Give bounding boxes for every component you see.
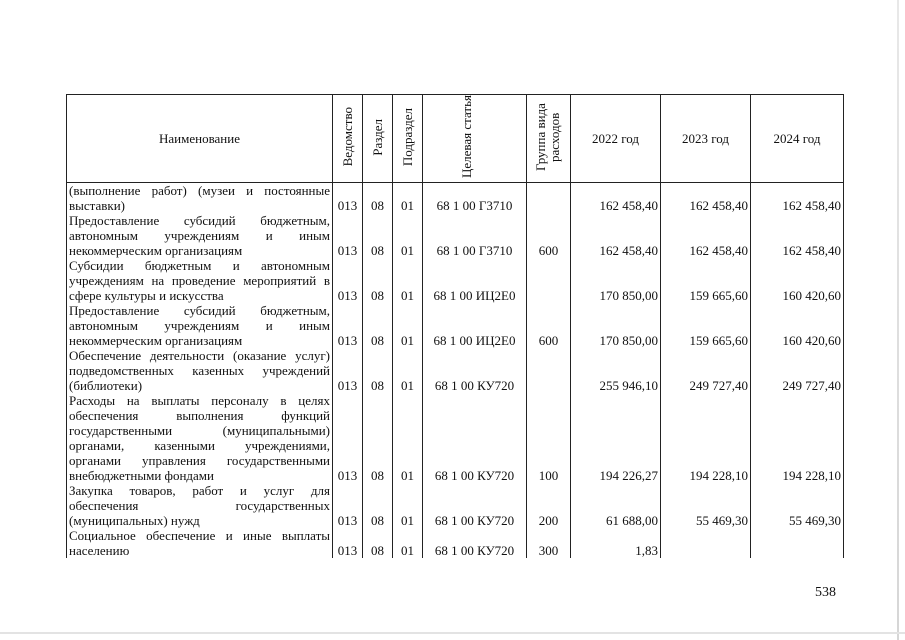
row-section: 08 bbox=[363, 393, 393, 483]
row-2023: 159 665,60 bbox=[661, 303, 751, 348]
row-article: 68 1 00 Г3710 bbox=[423, 183, 527, 214]
row-article: 68 1 00 ИЦ2Е0 bbox=[423, 303, 527, 348]
row-dept: 013 bbox=[333, 528, 363, 558]
row-2023: 249 727,40 bbox=[661, 348, 751, 393]
row-subsection: 01 bbox=[393, 483, 423, 528]
row-2023: 55 469,30 bbox=[661, 483, 751, 528]
row-2022: 170 850,00 bbox=[571, 303, 661, 348]
row-2022: 170 850,00 bbox=[571, 258, 661, 303]
row-2024: 162 458,40 bbox=[751, 213, 844, 258]
row-2024 bbox=[751, 528, 844, 558]
table-row bbox=[67, 303, 844, 348]
header-2023: 2023 год bbox=[661, 95, 751, 183]
row-group bbox=[527, 348, 571, 393]
table-header-row bbox=[67, 95, 844, 183]
row-article: 68 1 00 КУ720 bbox=[423, 483, 527, 528]
row-2023: 162 458,40 bbox=[661, 183, 751, 214]
header-subsection: Подраздел bbox=[393, 95, 423, 183]
row-subsection: 01 bbox=[393, 348, 423, 393]
table-row bbox=[67, 348, 844, 393]
row-article: 68 1 00 ИЦ2Е0 bbox=[423, 258, 527, 303]
budget-table bbox=[66, 94, 844, 558]
table-row bbox=[67, 393, 844, 483]
row-2022: 61 688,00 bbox=[571, 483, 661, 528]
row-group: 600 bbox=[527, 213, 571, 258]
page-edge bbox=[897, 0, 899, 640]
row-2022: 1,83 bbox=[571, 528, 661, 558]
row-2024: 55 469,30 bbox=[751, 483, 844, 528]
row-section: 08 bbox=[363, 483, 393, 528]
row-2023: 194 228,10 bbox=[661, 393, 751, 483]
row-2024: 162 458,40 bbox=[751, 183, 844, 214]
row-subsection: 01 bbox=[393, 183, 423, 214]
page-bottom-edge bbox=[0, 632, 905, 634]
header-target-article: Целевая статья bbox=[423, 95, 527, 183]
row-dept: 013 bbox=[333, 213, 363, 258]
row-group bbox=[527, 258, 571, 303]
row-name: Субсидии бюджетным и автономным учреждениям на проведение мероприятий в сфере культуры и искусства bbox=[67, 258, 333, 303]
row-group: 200 bbox=[527, 483, 571, 528]
row-2022: 255 946,10 bbox=[571, 348, 661, 393]
header-expense-group: Группа вида расходов bbox=[527, 95, 571, 183]
row-subsection: 01 bbox=[393, 528, 423, 558]
row-2024: 160 420,60 bbox=[751, 303, 844, 348]
row-dept: 013 bbox=[333, 483, 363, 528]
row-subsection: 01 bbox=[393, 258, 423, 303]
table-row bbox=[67, 213, 844, 258]
header-section: Раздел bbox=[363, 95, 393, 183]
row-name: Обеспечение деятельности (оказание услуг) подведомственных казенных учреждений (библиотеки) bbox=[67, 348, 333, 393]
row-article: 68 1 00 КУ720 bbox=[423, 348, 527, 393]
row-2024: 194 228,10 bbox=[751, 393, 844, 483]
row-name: Социальное обеспечение и иные выплаты населению bbox=[67, 528, 333, 558]
row-group: 600 bbox=[527, 303, 571, 348]
row-dept: 013 bbox=[333, 393, 363, 483]
row-group bbox=[527, 183, 571, 214]
row-section: 08 bbox=[363, 213, 393, 258]
table-row bbox=[67, 183, 844, 214]
row-2022: 162 458,40 bbox=[571, 183, 661, 214]
row-section: 08 bbox=[363, 348, 393, 393]
row-section: 08 bbox=[363, 183, 393, 214]
row-name: Расходы на выплаты персоналу в целях обеспечения выполнения функций государственными (муниципальными) органами, казенными учреждениями, органами управления государственными внебюджетными фондами bbox=[67, 393, 333, 483]
table-row bbox=[67, 483, 844, 528]
page-number: 538 bbox=[815, 585, 836, 600]
row-section: 08 bbox=[363, 258, 393, 303]
row-group: 100 bbox=[527, 393, 571, 483]
row-name: Закупка товаров, работ и услуг для обеспечения государственных (муниципальных) нужд bbox=[67, 483, 333, 528]
row-dept: 013 bbox=[333, 183, 363, 214]
header-2024: 2024 год bbox=[751, 95, 844, 183]
row-2024: 160 420,60 bbox=[751, 258, 844, 303]
row-dept: 013 bbox=[333, 303, 363, 348]
row-2022: 162 458,40 bbox=[571, 213, 661, 258]
row-subsection: 01 bbox=[393, 393, 423, 483]
row-section: 08 bbox=[363, 303, 393, 348]
row-group: 300 bbox=[527, 528, 571, 558]
table-row bbox=[67, 258, 844, 303]
row-subsection: 01 bbox=[393, 303, 423, 348]
row-dept: 013 bbox=[333, 258, 363, 303]
row-name: Предоставление субсидий бюджетным, автономным учреждениям и иным некоммерческим организациям bbox=[67, 213, 333, 258]
row-dept: 013 bbox=[333, 348, 363, 393]
row-2023: 159 665,60 bbox=[661, 258, 751, 303]
header-name: Наименование bbox=[67, 95, 333, 183]
row-article: 68 1 00 Г3710 bbox=[423, 213, 527, 258]
row-name: (выполнение работ) (музеи и постоянные выставки) bbox=[67, 183, 333, 214]
row-name: Предоставление субсидий бюджетным, автономным учреждениям и иным некоммерческим организациям bbox=[67, 303, 333, 348]
row-section: 08 bbox=[363, 528, 393, 558]
header-department: Ведомство bbox=[333, 95, 363, 183]
row-2023 bbox=[661, 528, 751, 558]
row-article: 68 1 00 КУ720 bbox=[423, 528, 527, 558]
row-2022: 194 226,27 bbox=[571, 393, 661, 483]
row-article: 68 1 00 КУ720 bbox=[423, 393, 527, 483]
row-2024: 249 727,40 bbox=[751, 348, 844, 393]
table-row bbox=[67, 528, 844, 558]
row-subsection: 01 bbox=[393, 213, 423, 258]
row-2023: 162 458,40 bbox=[661, 213, 751, 258]
header-2022: 2022 год bbox=[571, 95, 661, 183]
